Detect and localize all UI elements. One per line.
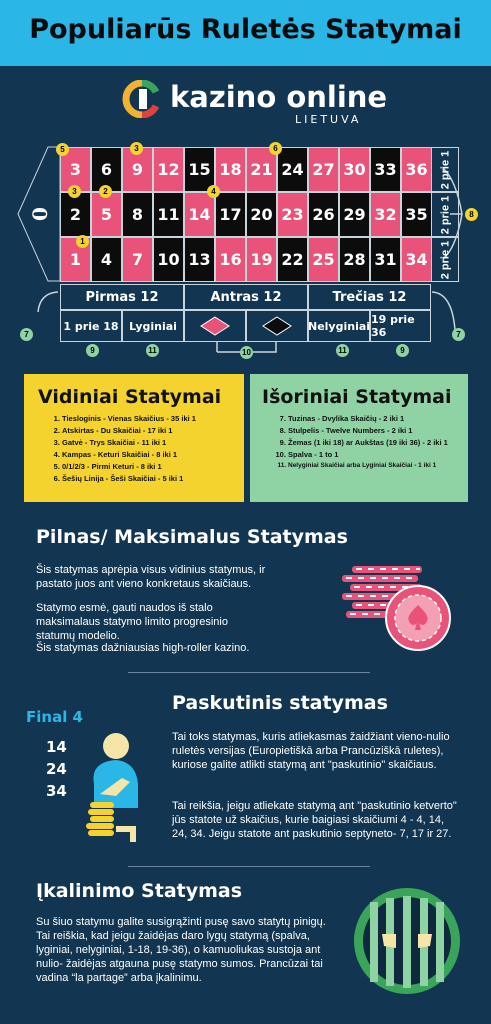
bet-number-badge: 9 (86, 344, 99, 357)
number-cell[interactable]: 22 (277, 237, 308, 282)
outside-bets-list (262, 414, 462, 469)
number-cell[interactable]: 31 (370, 237, 401, 282)
jail-bars-icon (352, 886, 462, 996)
column-bet-top[interactable] (431, 147, 459, 192)
number-cell[interactable]: 32 (370, 192, 401, 237)
full-bet-title: Pilnas/ Maksimalus Statymas (36, 526, 348, 548)
list-item: 10. Spalva - 1 to 1 (288, 450, 462, 459)
number-cell[interactable]: 25 (308, 237, 339, 282)
bet-number-badge: 3 (68, 185, 81, 198)
bet-number-badge: 2 (99, 185, 112, 198)
bet-number-badge: 11 (336, 344, 349, 357)
number-cell[interactable]: 12 (153, 147, 184, 192)
number-cell[interactable]: 27 (308, 147, 339, 192)
number-cell[interactable]: 6 (91, 147, 122, 192)
low-bet[interactable]: 1 prie 18 (60, 310, 122, 342)
list-item: 8. Stulpelis - Twelve Numbers - 2 iki 1 (288, 426, 462, 435)
number-cell[interactable]: 19 (246, 237, 277, 282)
final-label: Final 4 (26, 708, 83, 726)
column-bet-middle[interactable] (431, 192, 459, 237)
number-cell[interactable]: 30 (339, 147, 370, 192)
bet-number-badge: 9 (396, 344, 409, 357)
number-cell[interactable]: 13 (184, 237, 215, 282)
dozen-third[interactable]: Trečias 12 (308, 284, 431, 310)
black-diamond-icon (262, 316, 292, 336)
column-label: 2 prie 1 (439, 195, 451, 234)
number-cell[interactable]: 18 (215, 147, 246, 192)
list-item: 5. 0/1/2/3 - Pirmi Keturi - 8 iki 1 (62, 462, 234, 471)
column-bet-bottom[interactable] (431, 237, 459, 282)
bet-number-badge: 10 (240, 346, 253, 359)
dozen-first[interactable]: Pirmas 12 (60, 284, 184, 310)
number-cell[interactable]: 23 (277, 192, 308, 237)
number-cell[interactable]: 29 (339, 192, 370, 237)
logo-subtitle: LIETUVA (295, 113, 362, 126)
bet-number-badge: 4 (207, 185, 220, 198)
number-cell[interactable]: 28 (339, 237, 370, 282)
bet-number-badge: 7 (452, 328, 465, 341)
number-cell[interactable]: 16 (215, 237, 246, 282)
bet-number-badge: 6 (269, 142, 282, 155)
full-bet-paragraph: Šis statymas aprėpia visus vidinius statymus, ir pastato juos ant vieno konkretaus skaičiaus. (36, 564, 266, 590)
number-cell[interactable]: 10 (153, 237, 184, 282)
bet-number-badge: 3 (130, 142, 143, 155)
divider (128, 866, 370, 867)
chip-stack-icon (340, 560, 460, 660)
zero-label: 0 (28, 207, 52, 221)
final-number: 24 (46, 760, 67, 778)
list-item: 1. Tiesloginis - Vienas Skaičius - 35 iki 1 (62, 414, 234, 423)
roulette-table (0, 0, 491, 370)
last-bet-paragraph: Tai toks statymas, kuris atliekasmas žaidžiant vieno-nulio ruletės versijas (Europietiškā arba Prancūziškā ruletes), kuriose galite atlikti statymą ant "paskutinio" skaičiaus. (172, 731, 450, 771)
prison-bet-paragraph: Su šiuo statymu galite susigrąžinti pusę savo statytų pinigų. Tai reiškia, kad jeigu žaidėjas daro lygų statymą (spalva, lyginiai, nelyginiai, 1-18, 19-36), o kamuoliukas sustoja ant nulio- žaidėjas atgauna pusę statymo sumos. Prancūzai tai vadina “la partage” arba įkalinimu. (36, 916, 326, 984)
full-bet-paragraph: Šis statymas dažniausias high-roller kazino. (36, 642, 250, 654)
page-title: Populiarūs Ruletės Statymai (29, 14, 462, 45)
number-cell[interactable]: 14 (184, 192, 215, 237)
bet-number-badge: 5 (56, 143, 69, 156)
high-bet[interactable]: 19 prie 36 (370, 310, 431, 342)
even-bet[interactable]: Lyginiai (122, 310, 184, 342)
list-item: 7. Tuzinas - Dvylika Skaičių - 2 iki 1 (288, 414, 462, 423)
red-diamond-icon (200, 316, 230, 336)
number-cell[interactable]: 4 (91, 237, 122, 282)
inside-bets-box (24, 374, 244, 502)
number-cell[interactable]: 24 (277, 147, 308, 192)
final-number: 14 (46, 738, 67, 756)
list-item: 2. Atskirtas - Du Skaičiai - 17 iki 1 (62, 426, 234, 435)
number-cell[interactable]: 35 (401, 192, 432, 237)
bet-number-badge: 7 (20, 328, 33, 341)
number-cell[interactable]: 1 (60, 237, 91, 282)
prison-bet-title: Įkalinimo Statymas (36, 880, 243, 902)
last-bet-title: Paskutinis statymas (172, 692, 388, 714)
list-item: 3. Gatvė - Trys Skaičiai - 11 iki 1 (62, 438, 234, 447)
list-item: 6. Šešių Linija - Šeši Skaičiai - 5 iki 1 (62, 474, 234, 483)
final-numbers (46, 736, 67, 802)
bet-number-badge: 11 (146, 344, 159, 357)
outside-bets-box (250, 374, 468, 502)
dozen-second[interactable]: Antras 12 (184, 284, 308, 310)
number-cell[interactable]: 9 (122, 147, 153, 192)
column-label: 2 prie 1 (439, 240, 451, 279)
list-item: 4. Kampas - Keturi Skaičiai - 8 iki 1 (62, 450, 234, 459)
bet-number-badge: 1 (76, 235, 89, 248)
divider (128, 672, 370, 673)
number-cell[interactable]: 26 (308, 192, 339, 237)
number-cell[interactable]: 20 (246, 192, 277, 237)
zero-cell[interactable] (22, 200, 58, 228)
final-number: 34 (46, 782, 67, 800)
number-cell[interactable]: 36 (401, 147, 432, 192)
number-cell[interactable]: 3 (60, 147, 91, 192)
black-bet[interactable] (246, 310, 308, 342)
number-cell[interactable]: 21 (246, 147, 277, 192)
column-label: 2 prie 1 (439, 150, 451, 189)
inside-bets-title: Vidiniai Statymai (38, 386, 222, 408)
number-cell[interactable]: 15 (184, 147, 215, 192)
logo-name: kazino online (170, 80, 388, 114)
last-bet-paragraph: Tai reikšia, jeigu atliekate statymą ant "paskutinio ketverto" jūs statote už skaičius, kurie baigiasi skaičiumi 4 - 4, 14, 24, 34. Jeigu statote ant paskutinio septyneto- 7, 17 ir 27. (172, 800, 457, 840)
outside-bets-title: Išoriniai Statymai (262, 386, 452, 408)
inside-bets-list (38, 414, 234, 483)
list-item: 9. Žemas (1 iki 18) ar Aukštas (19 iki 36) - 2 iki 1 (288, 438, 462, 447)
full-bet-paragraph: Statymo esmė, gauti naudos iš stalo maksimalaus statymo limito progresinio statumų modelio. (36, 602, 228, 642)
number-cell[interactable]: 7 (122, 237, 153, 282)
number-cell[interactable]: 34 (401, 237, 432, 282)
number-cell[interactable]: 5 (91, 192, 122, 237)
thinking-person-icon (76, 730, 156, 842)
number-cell[interactable]: 11 (153, 192, 184, 237)
number-cell[interactable]: 33 (370, 147, 401, 192)
red-bet[interactable] (184, 310, 246, 342)
odd-bet[interactable]: Nelyginiai (308, 310, 370, 342)
number-cell[interactable]: 2 (60, 192, 91, 237)
bet-number-badge: 8 (465, 208, 478, 221)
number-cell[interactable]: 17 (215, 192, 246, 237)
list-item: 11. Nelyginiai Skaičiai arba Lyginiai Skaičiai - 1 iki 1 (288, 462, 462, 469)
number-cell[interactable]: 8 (122, 192, 153, 237)
